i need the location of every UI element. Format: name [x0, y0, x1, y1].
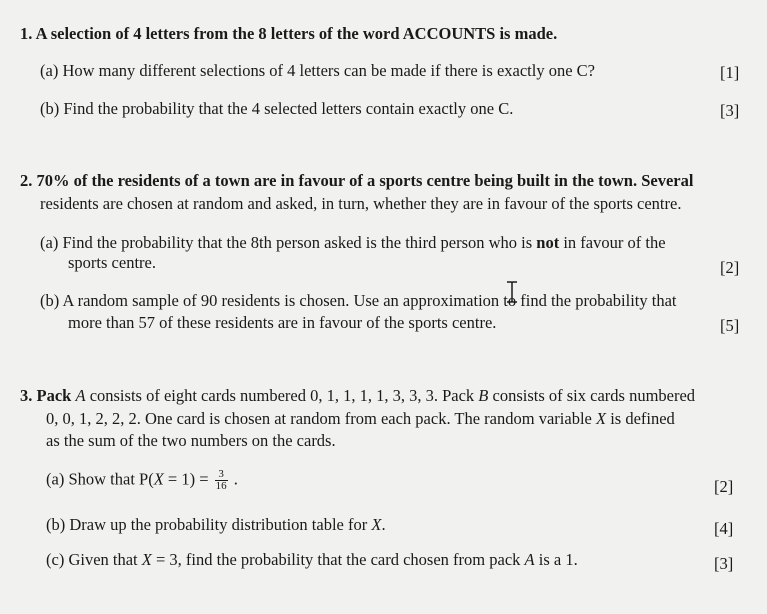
- q2-part-b-line1: (b) A random sample of 90 residents is chosen. Use an approximation to find the probability that: [40, 291, 677, 310]
- q3-stem-line2: 0, 0, 1, 2, 2, 2. One card is chosen at random from each pack. The random variable X is defined: [46, 409, 675, 428]
- fraction: $\frac{3}{16}$: [215, 468, 227, 492]
- q2-b-mark: [5]: [720, 316, 740, 335]
- q3-part-c: (c) Given that X = 3, find the probability that the card chosen from pack A is a 1.: [46, 550, 578, 569]
- q3-stem-line1: 3. Pack A consists of eight cards numbered 0, 1, 1, 1, 1, 3, 3, 3. Pack B consists of six cards numbered: [20, 386, 696, 405]
- q3-part-b: (b) Draw up the probability distribution table for X.: [46, 515, 386, 534]
- q3-a-mark: [2]: [714, 477, 734, 496]
- q2-part-b-line2: more than 57 of these residents are in favour of the sports centre.: [68, 313, 497, 332]
- text-cursor-icon: [505, 281, 519, 303]
- q2-a-mark: [2]: [720, 258, 740, 277]
- q3-c-mark: [3]: [714, 554, 734, 573]
- q3-b-mark: [4]: [714, 519, 734, 538]
- q1-a-mark: [1]: [720, 63, 740, 82]
- q2-stem-line2: residents are chosen at random and asked, in turn, whether they are in favour of the sports centre.: [40, 194, 682, 213]
- q3-stem-line3: as the sum of the two numbers on the cards.: [46, 431, 336, 450]
- q1-b-mark: [3]: [720, 101, 740, 120]
- q2-stem-line1: 2. 70% of the residents of a town are in favour of a sports centre being built in the town. Several: [20, 171, 694, 190]
- q2-part-a-line2: sports centre.: [68, 253, 156, 272]
- q1-part-b: (b) Find the probability that the 4 selected letters contain exactly one C.: [40, 99, 514, 118]
- q3-part-a: (a) Show that P(X = 1) = $\frac{3}{16}$ .: [46, 468, 238, 492]
- q1-part-a: (a) How many different selections of 4 letters can be made if there is exactly one C?: [40, 61, 595, 80]
- q2-part-a-line1: (a) Find the probability that the 8th person asked is the third person who is not in favour of the: [40, 233, 666, 252]
- q1-stem: 1. A selection of 4 letters from the 8 letters of the word ACCOUNTS is made.: [20, 24, 558, 43]
